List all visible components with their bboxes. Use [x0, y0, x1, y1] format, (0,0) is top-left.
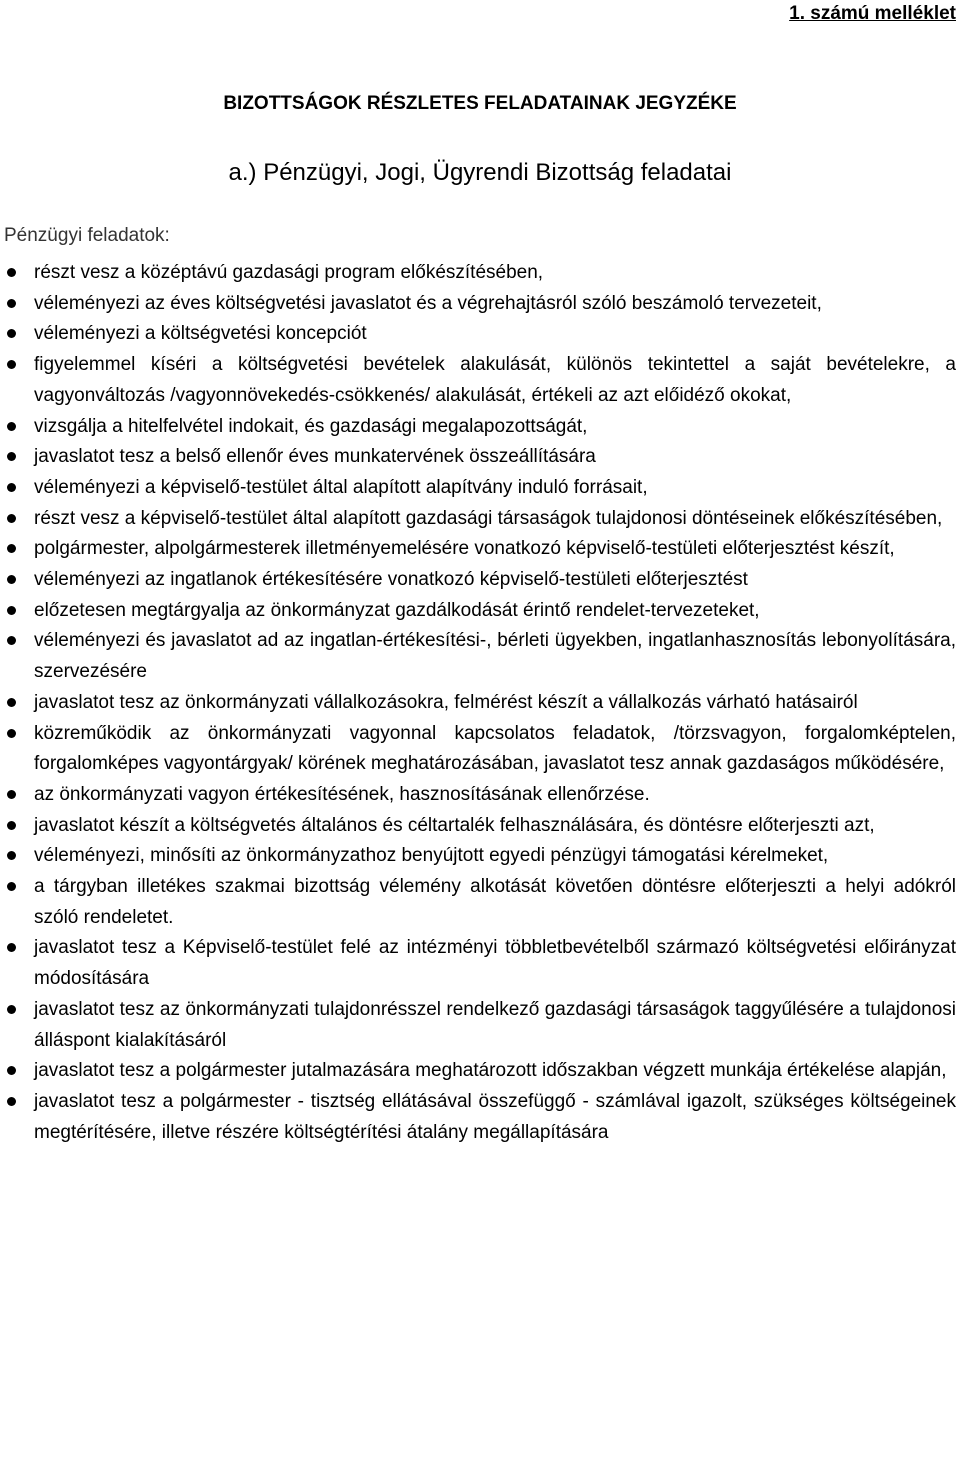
list-item-text: véleményezi a képviselő-testület által alapított alapítvány induló forrásait,: [34, 476, 648, 498]
list-item: [0, 534, 956, 565]
list-item-text: az önkormányzati vagyon értékesítésének, hasznosításának ellenőrzése.: [34, 783, 650, 805]
list-item-text: részt vesz a képviselő-testület által alapított gazdasági társaságok tulajdonosi döntéseinek előkészítésében,: [34, 507, 943, 529]
list-item: [0, 258, 956, 289]
list-item: [0, 504, 956, 535]
bullet-icon: [7, 575, 16, 584]
list-item-text: véleményezi és javaslatot ad az ingatlan-értékesítési-, bérleti ügyekben, ingatlanhasznosítás lebonyolítására, szervezésére: [34, 630, 956, 683]
list-item: [0, 1056, 956, 1087]
list-item: [0, 596, 956, 627]
bullet-icon: [7, 1097, 16, 1106]
list-item: [0, 719, 956, 780]
list-item: [0, 626, 956, 687]
list-item: [0, 1087, 956, 1148]
task-list: [0, 258, 956, 1148]
list-item-text: polgármester, alpolgármesterek illetményemelésére vonatkozó képviselő-testületi előterjesztést készít,: [34, 538, 895, 560]
list-item: [0, 841, 956, 872]
list-item-text: javaslatot készít a költségvetés általános és céltartalék felhasználására, és döntésre előterjeszti azt,: [34, 814, 875, 836]
list-item-text: javaslatot tesz a polgármester - tisztség ellátásával összefüggő - számlával igazolt, szükséges költségeinek megtérítésére, illetve részére költségtérítési átalány megállapítására: [34, 1090, 956, 1143]
list-item-text: véleményezi az éves költségvetési javaslatot és a végrehajtásról szóló beszámoló tervezeteit,: [34, 292, 822, 314]
list-item-text: javaslatot tesz az önkormányzati tulajdonrésszel rendelkező gazdasági társaságok taggyűlésére a tulajdonosi álláspont kialakításáról: [34, 998, 956, 1051]
list-item: [0, 688, 956, 719]
list-item: [0, 412, 956, 443]
bullet-icon: [7, 636, 16, 645]
list-item: [0, 350, 956, 411]
bullet-icon: [7, 790, 16, 799]
bullet-icon: [7, 544, 16, 553]
list-item: [0, 473, 956, 504]
bullet-icon: [7, 299, 16, 308]
bullet-icon: [7, 943, 16, 952]
list-item: [0, 995, 956, 1056]
list-item-text: a tárgyban illetékes szakmai bizottság vélemény alkotását követően döntésre előterjeszti a helyi adókról szóló rendeletet.: [34, 876, 956, 928]
list-item-text: véleményezi, minősíti az önkormányzathoz benyújtott egyedi pénzügyi támogatási kérelmeket,: [34, 845, 829, 867]
bullet-icon: [7, 698, 16, 707]
list-item: [0, 933, 956, 994]
bullet-icon: [7, 268, 16, 277]
bullet-icon: [7, 329, 16, 338]
annex-label: 1. számú melléklet: [789, 3, 956, 24]
list-item: [0, 811, 956, 842]
bullet-icon: [7, 729, 16, 738]
bullet-icon: [7, 1005, 16, 1014]
list-item-text: előzetesen megtárgyalja az önkormányzat gazdálkodását érintő rendelet-tervezeteket,: [34, 599, 760, 621]
bullet-icon: [7, 483, 16, 492]
bullet-icon: [7, 360, 16, 369]
list-item-text: közreműködik az önkormányzati vagyonnal kapcsolatos feladatok, /törzsvagyon, forgalomképtelen, forgalomképes vagyontárgyak/ körének meghatározásában, javaslatot tesz annak gazdaságos működésére,: [34, 722, 956, 775]
bullet-icon: [7, 1066, 16, 1075]
list-item: [0, 565, 956, 596]
list-item-text: részt vesz a középtávú gazdasági program előkészítésében,: [34, 262, 544, 283]
bullet-icon: [7, 514, 16, 523]
bullet-icon: [7, 821, 16, 830]
list-item: [0, 780, 956, 811]
bullet-icon: [7, 882, 16, 891]
list-item: [0, 289, 956, 320]
list-item-text: javaslatot tesz a belső ellenőr éves munkatervének összeállítására: [34, 446, 596, 468]
bullet-icon: [7, 452, 16, 461]
bullet-icon: [7, 606, 16, 615]
list-item-text: javaslatot tesz a polgármester jutalmazására meghatározott időszakban végzett munkája értékelése alapján,: [34, 1060, 947, 1082]
list-item-text: javaslatot tesz a Képviselő-testület felé az intézményi többletbevételből származó költségvetési előirányzat módosítására: [34, 937, 956, 990]
list-item-text: figyelemmel kíséri a költségvetési bevételek alakulását, különös tekintettel a saját bevételekre, a vagyonváltozás /vagyonnövekedés-csökkenés/ alakulását, értékeli az azt előidéző okokat,: [34, 354, 956, 406]
list-item-text: javaslatot tesz az önkormányzati vállalkozásokra, felmérést készít a vállalkozás várható hatásairól: [34, 691, 858, 713]
list-item: [0, 442, 956, 473]
section-heading: Pénzügyi feladatok:: [4, 225, 170, 246]
list-item: [0, 319, 956, 350]
bullet-icon: [7, 851, 16, 860]
list-item: [0, 872, 956, 933]
list-item-text: vizsgálja a hitelfelvétel indokait, és gazdasági megalapozottságát,: [34, 415, 588, 437]
bullet-icon: [7, 422, 16, 431]
list-item-text: véleményezi a költségvetési koncepciót: [34, 323, 367, 345]
committee-title: a.) Pénzügyi, Jogi, Ügyrendi Bizottság feladatai: [228, 159, 732, 186]
list-item-text: véleményezi az ingatlanok értékesítésére vonatkozó képviselő-testületi előterjesztést: [34, 569, 748, 591]
document-title: BIZOTTSÁGOK RÉSZLETES FELADATAINAK JEGYZÉKE: [223, 93, 737, 114]
